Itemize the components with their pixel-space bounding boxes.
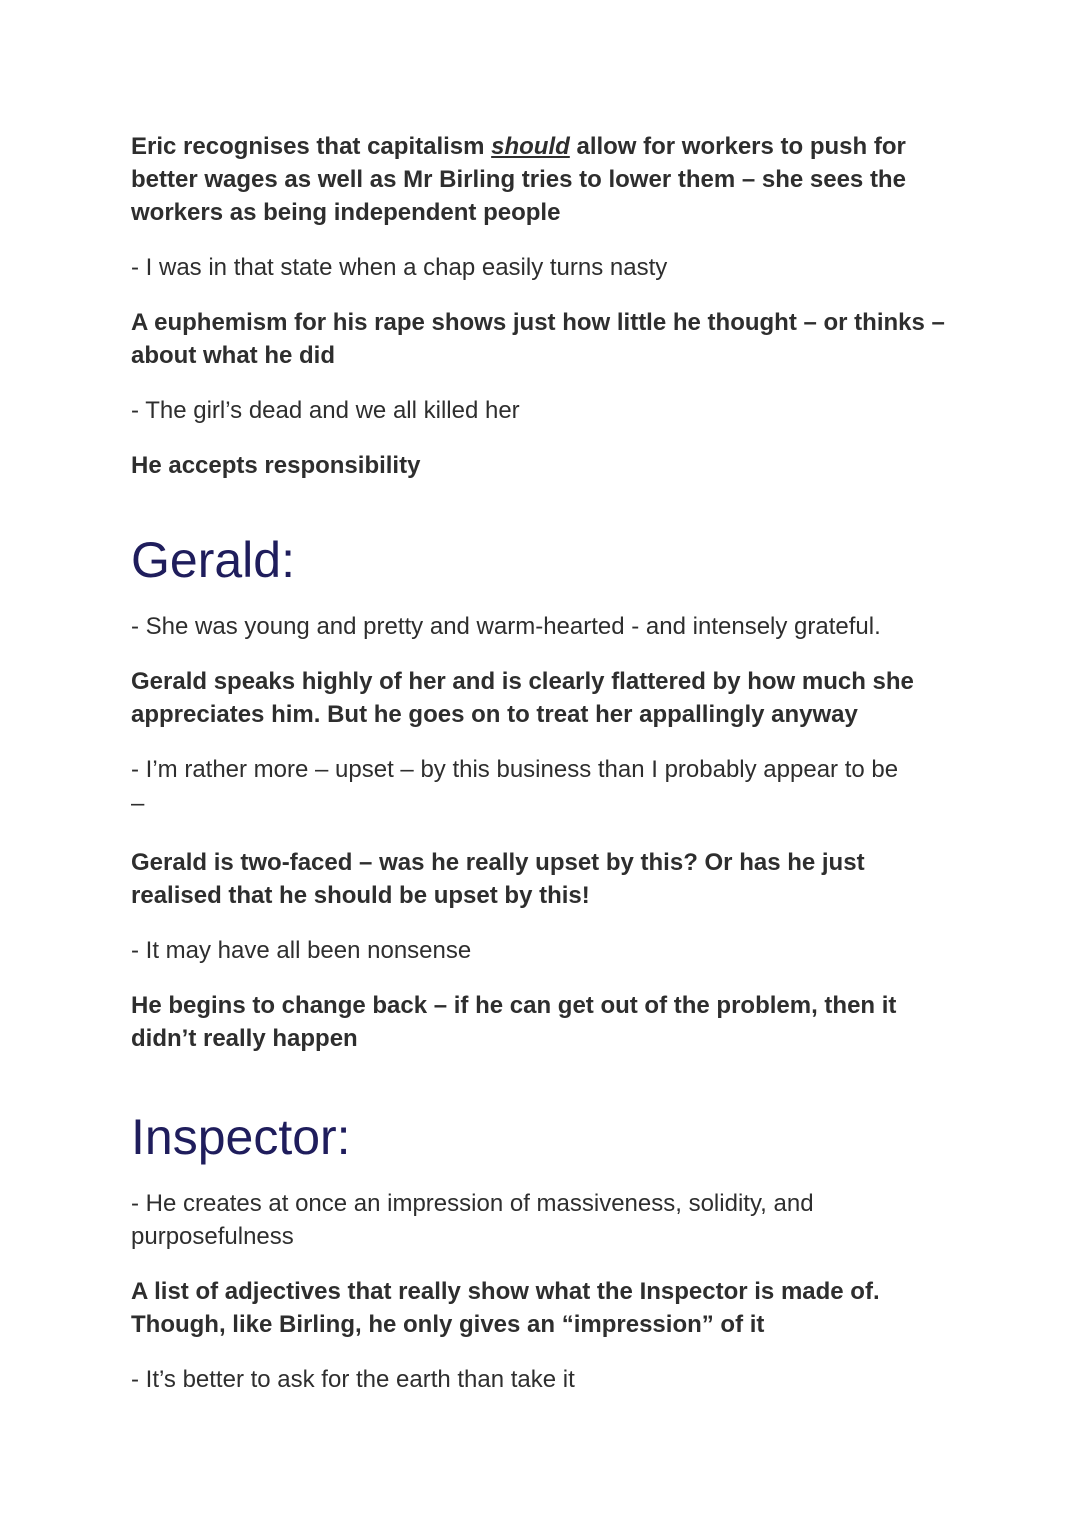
eric-quote-2: - I was in that state when a chap easily turns nasty [131, 254, 668, 281]
inspector-quote-2: - It’s better to ask for the earth than take it [131, 1366, 575, 1393]
eric-analysis-1-emphasis: should [491, 133, 570, 160]
eric-quote-3: - The girl’s dead and we all killed her [131, 397, 520, 424]
gerald-quote-2: - I’m rather more – upset – by this business than I probably appear to be [131, 756, 899, 783]
inspector-heading: Inspector: [131, 1109, 351, 1165]
gerald-quote-1: - She was young and pretty and warm-hearted - and intensely grateful. [131, 613, 881, 640]
gerald-analysis-3: He begins to change back – if he can get out of the problem, then it didn’t really happen [131, 992, 897, 1052]
eric-analysis-1-pre: Eric recognises that capitalism [131, 133, 492, 160]
gerald-quote-2-trail: – [131, 790, 145, 817]
eric-analysis-1 [131, 130, 961, 229]
eric-analysis-1-post: allow for workers to push for better wages as well as Mr Birling tries to lower them – she sees the workers as being independent people [131, 133, 906, 226]
gerald-quote-3: - It may have all been nonsense [131, 937, 472, 964]
eric-analysis-3: He accepts responsibility [131, 452, 421, 479]
gerald-heading: Gerald: [131, 532, 295, 588]
document-page [131, 130, 961, 1396]
gerald-analysis-2: Gerald is two-faced – was he really upset by this? Or has he just realised that he should be upset by this! [131, 849, 865, 909]
eric-analysis-2: A euphemism for his rape shows just how little he thought – or thinks – about what he did [131, 309, 945, 369]
gerald-analysis-1: Gerald speaks highly of her and is clearly flattered by how much she appreciates him. But he goes on to treat her appallingly anyway [131, 668, 914, 728]
inspector-quote-1: - He creates at once an impression of massiveness, solidity, and purposefulness [131, 1190, 814, 1250]
inspector-analysis-1: A list of adjectives that really show what the Inspector is made of. Though, like Birling, he only gives an “impression” of it [131, 1278, 880, 1338]
